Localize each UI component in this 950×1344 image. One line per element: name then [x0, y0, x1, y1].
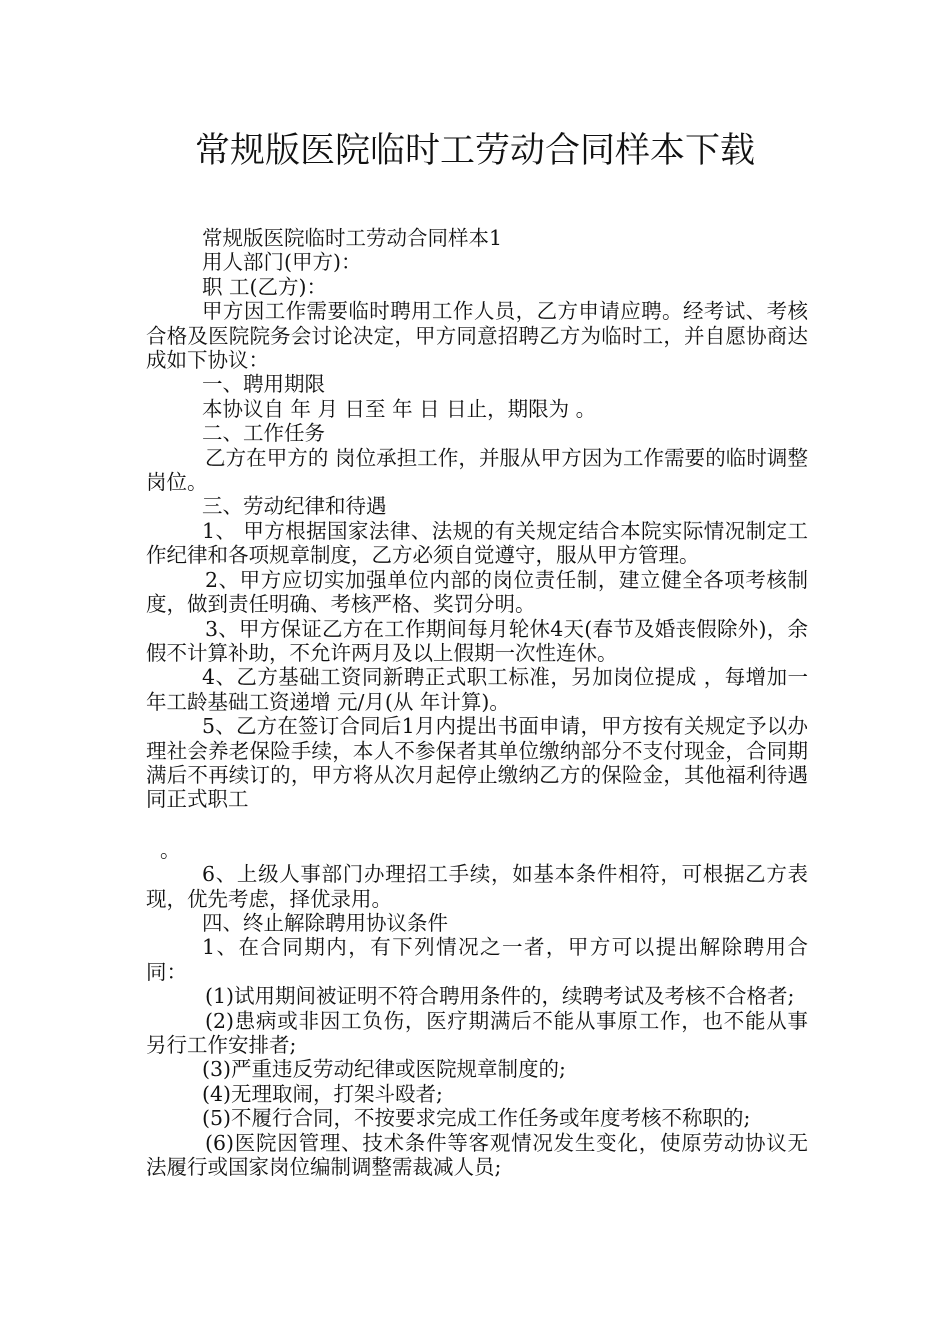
preamble-paragraph: 甲方因工作需要临时聘用工作人员，乙方申请应聘。经考试、考核合格及医院院务会讨论决定，甲方同意招聘乙方为临时工，并自愿协商达成如下协议： [146, 299, 808, 373]
discipline-item-5-end: 。 [160, 837, 181, 862]
section-heading-task: 二、工作任务 [202, 421, 325, 446]
document-body [146, 226, 808, 1179]
termination-subitem-1: (1)试用期间被证明不符合聘用条件的，续聘考试及考核不合格者; [205, 984, 795, 1009]
discipline-item-4: 4、乙方基础工资同新聘正式职工标准，另加岗位提成 ，每增加一年工龄基础工资递增 元/月(从 年计算)。 [146, 665, 808, 714]
discipline-item-5: 5、乙方在签订合同后1月内提出书面申请，甲方按有关规定予以办理社会养老保险手续，本人不参保者其单位缴纳部分不支付现金，合同期满后不再续订的，甲方将从次月起停止缴纳乙方的保险金，其他福利待遇同正式职工 [146, 714, 808, 812]
termination-subitem-3: (3)严重违反劳动纪律或医院规章制度的; [202, 1057, 566, 1082]
discipline-item-3: 3、甲方保证乙方在工作期间每月轮休4天(春节及婚丧假除外)，余假不计算补助，不允许两月及以上假期一次性连休。 [146, 616, 808, 665]
discipline-item-2: 2、甲方应切实加强单位内部的岗位责任制，建立健全各项考核制度，做到责任明确、考核严格、奖罚分明。 [146, 567, 808, 617]
section-heading-discipline: 三、劳动纪律和待遇 [202, 494, 387, 519]
termination-subitem-5: (5)不履行合同，不按要求完成工作任务或年度考核不称职的; [202, 1106, 751, 1131]
contract-subtitle: 常规版医院临时工劳动合同样本1 [202, 226, 503, 250]
section-heading-term: 一、聘用期限 [202, 372, 325, 397]
task-paragraph: 乙方在甲方的 岗位承担工作，并服从甲方因为工作需要的临时调整岗位。 [146, 445, 808, 495]
discipline-item-6: 6、上级人事部门办理招工手续，如基本条件相符，可根据乙方表现，优先考虑，择优录用。 [146, 862, 808, 911]
termination-subitem-2: (2)患病或非因工负伤，医疗期满后不能从事原工作，也不能从事另行工作安排者; [146, 1008, 808, 1057]
termination-subitem-4: (4)无理取闹，打架斗殴者; [202, 1081, 443, 1106]
termination-subitem-6: (6)医院因管理、技术条件等客观情况发生变化，使原劳动协议无法履行或国家岗位编制调整需裁减人员; [146, 1130, 808, 1180]
discipline-item-1: 1、 甲方根据国家法律、法规的有关规定结合本院实际情况制定工作纪律和各项规章制度，乙方必须自觉遵守，服从甲方管理。 [146, 518, 808, 568]
party-b-line: 职 工(乙方)： [202, 274, 328, 299]
section-heading-termination: 四、终止解除聘用协议条件 [202, 910, 448, 935]
termination-item-1: 1、在合同期内，有下列情况之一者，甲方可以提出解除聘用合同： [146, 935, 808, 984]
term-paragraph: 本协议自 年 月 日至 年 日 日止，期限为 。 [202, 396, 597, 421]
document-title: 常规版医院临时工劳动合同样本下载 [194, 131, 755, 171]
party-a-line: 用人部门(甲方)： [202, 250, 362, 275]
